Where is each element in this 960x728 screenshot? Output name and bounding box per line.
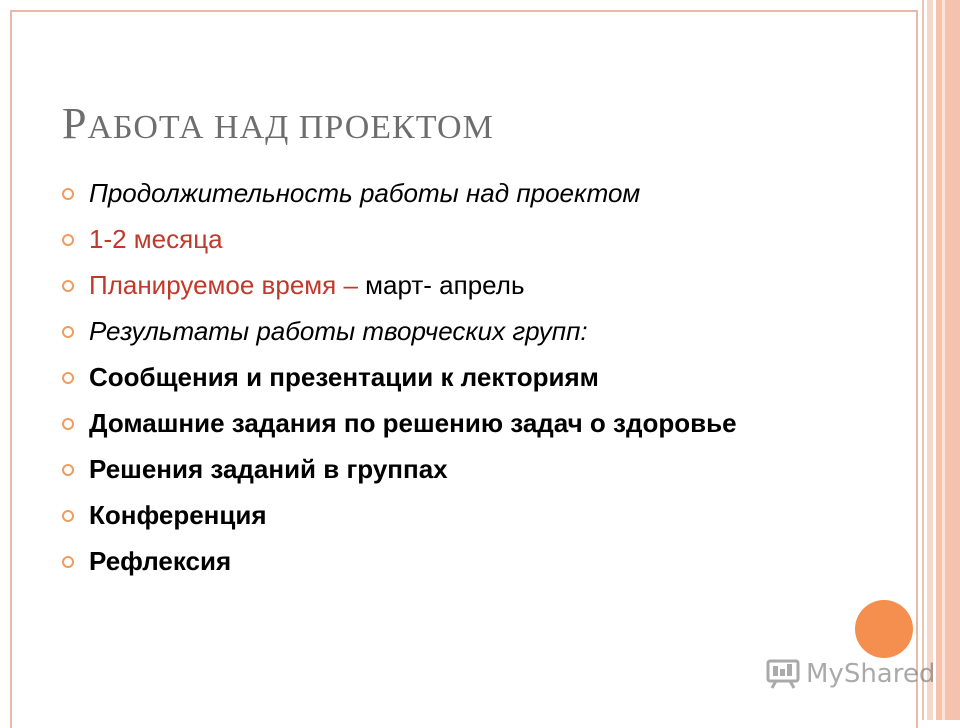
bullet-item: Планируемое время – март- апрель <box>62 266 822 304</box>
decor-circle <box>855 600 913 658</box>
decor-stripe <box>927 0 933 720</box>
bullet-icon <box>62 372 74 384</box>
bullet-item: Сообщения и презентации к лекториям <box>62 358 822 396</box>
bullet-icon <box>62 280 74 292</box>
decor-stripe <box>942 0 945 720</box>
bullet-icon <box>62 464 74 476</box>
bullet-item: Домашние задания по решению задач о здоровье <box>62 404 822 442</box>
watermark-text: MyShared <box>806 659 936 689</box>
bullet-icon <box>62 418 74 430</box>
bullet-icon <box>62 188 74 200</box>
bullet-icon <box>62 556 74 568</box>
decor-stripe <box>936 0 960 720</box>
watermark <box>766 656 935 692</box>
bullet-list <box>62 174 822 588</box>
bullet-item: Решения заданий в группах <box>62 450 822 488</box>
bullet-item: 1-2 месяца <box>62 220 822 258</box>
projector-icon <box>766 659 800 689</box>
bullet-item: Конференция <box>62 496 822 534</box>
bullet-icon <box>62 326 74 338</box>
bullet-item: Продолжительность работы над проектом <box>62 174 822 212</box>
bullet-item: Рефлексия <box>62 542 822 580</box>
bullet-icon <box>62 510 74 522</box>
bullet-item: Результаты работы творческих групп: <box>62 312 822 350</box>
slide-title: РАБОТА НАД ПРОЕКТОМ <box>62 99 494 148</box>
bullet-icon <box>62 234 74 246</box>
decor-stripe <box>922 0 924 720</box>
